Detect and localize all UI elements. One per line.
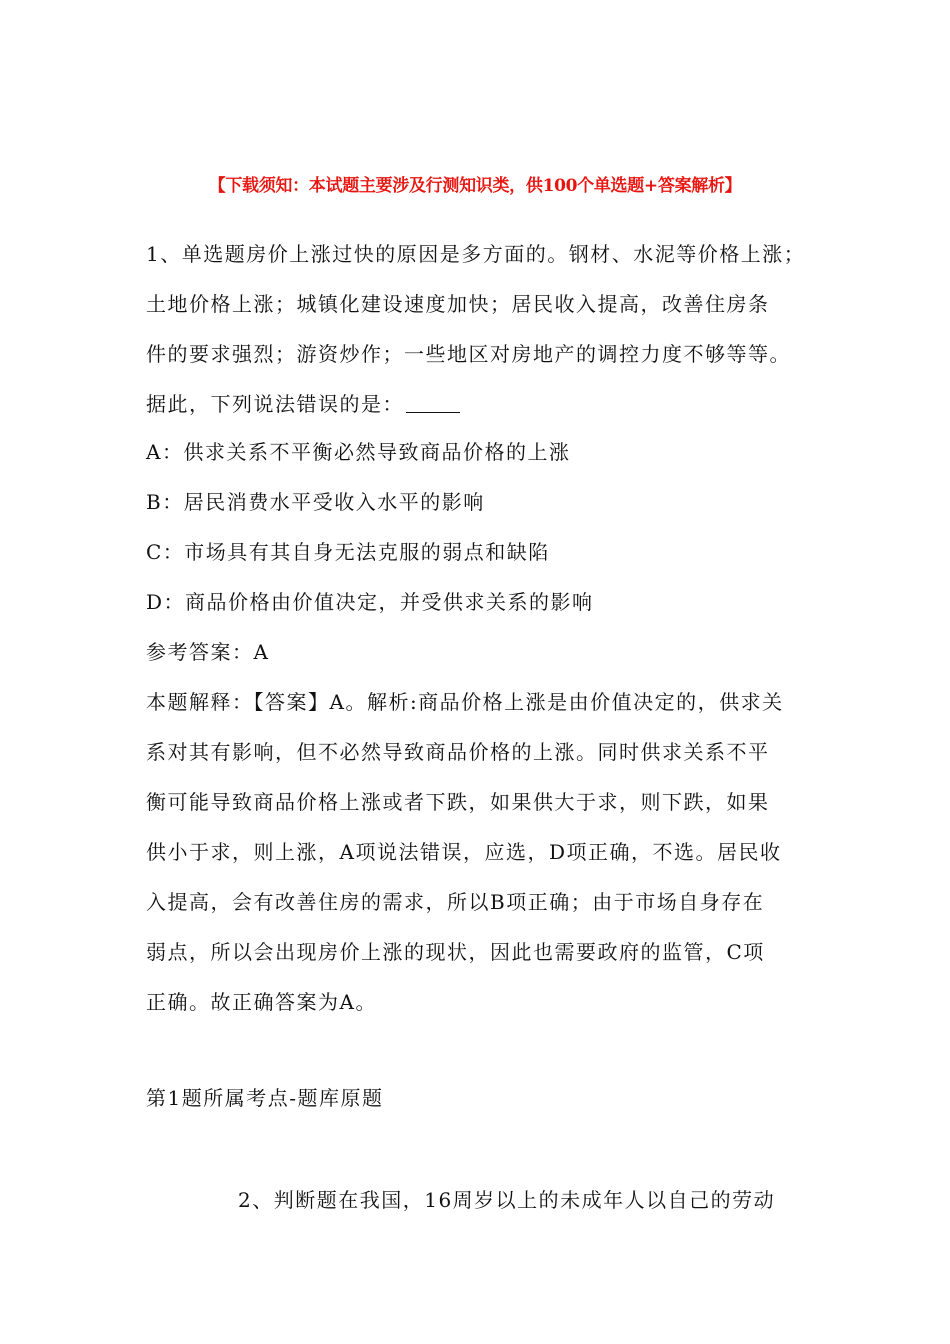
- option-d: D：商品价格由价值决定，并受供求关系的影响: [146, 590, 594, 614]
- explanation-line-2: 系对其有影响，但不必然导致商品价格的上涨。同时供求关系不平: [146, 740, 770, 764]
- explanation-line-5: 入提高，会有改善住房的需求，所以B项正确；由于市场自身存在: [146, 890, 765, 914]
- explanation-line-3: 衡可能导致商品价格上涨或者下跌，如果供大于求，则下跌，如果: [146, 790, 770, 814]
- download-notice: 【下载须知：本试题主要涉及行测知识类，供100个单选题+答案解析】: [208, 176, 742, 196]
- option-b: B：居民消费水平受收入水平的影响: [146, 490, 485, 514]
- question-prompt: 据此，下列说法错误的是：: [146, 392, 404, 416]
- explanation-line-7: 正确。故正确答案为A。: [146, 990, 377, 1014]
- explanation-line-6: 弱点，所以会出现房价上涨的现状，因此也需要政府的监管，C项: [146, 940, 765, 964]
- question-1-stem-line-2: 土地价格上涨；城镇化建设速度加快；居民收入提高，改善住房条: [146, 292, 770, 316]
- question-1-stem-line-4: [146, 390, 460, 418]
- explanation-line-4: 供小于求，则上涨，A项说法错误，应选，D项正确，不选。居民收: [146, 840, 782, 864]
- option-c: C：市场具有其自身无法克服的弱点和缺陷: [146, 540, 550, 564]
- question-1-stem-line-1: 1、单选题房价上涨过快的原因是多方面的。钢材、水泥等价格上涨；: [146, 242, 806, 266]
- option-a: A：供求关系不平衡必然导致商品价格的上涨: [146, 440, 571, 464]
- answer-blank: [406, 392, 460, 413]
- explanation-line-1: 本题解释：【答案】A。解析:商品价格上涨是由价值决定的，供求关: [146, 690, 784, 714]
- question-2-stem-line-1: 2、判断题在我国，16周岁以上的未成年人以自己的劳动: [238, 1188, 776, 1212]
- question-1-stem-line-3: 件的要求强烈；游资炒作；一些地区对房地产的调控力度不够等等。: [146, 342, 791, 366]
- question-1-topic: 第1题所属考点-题库原题: [146, 1086, 384, 1110]
- reference-answer: 参考答案：A: [146, 640, 270, 664]
